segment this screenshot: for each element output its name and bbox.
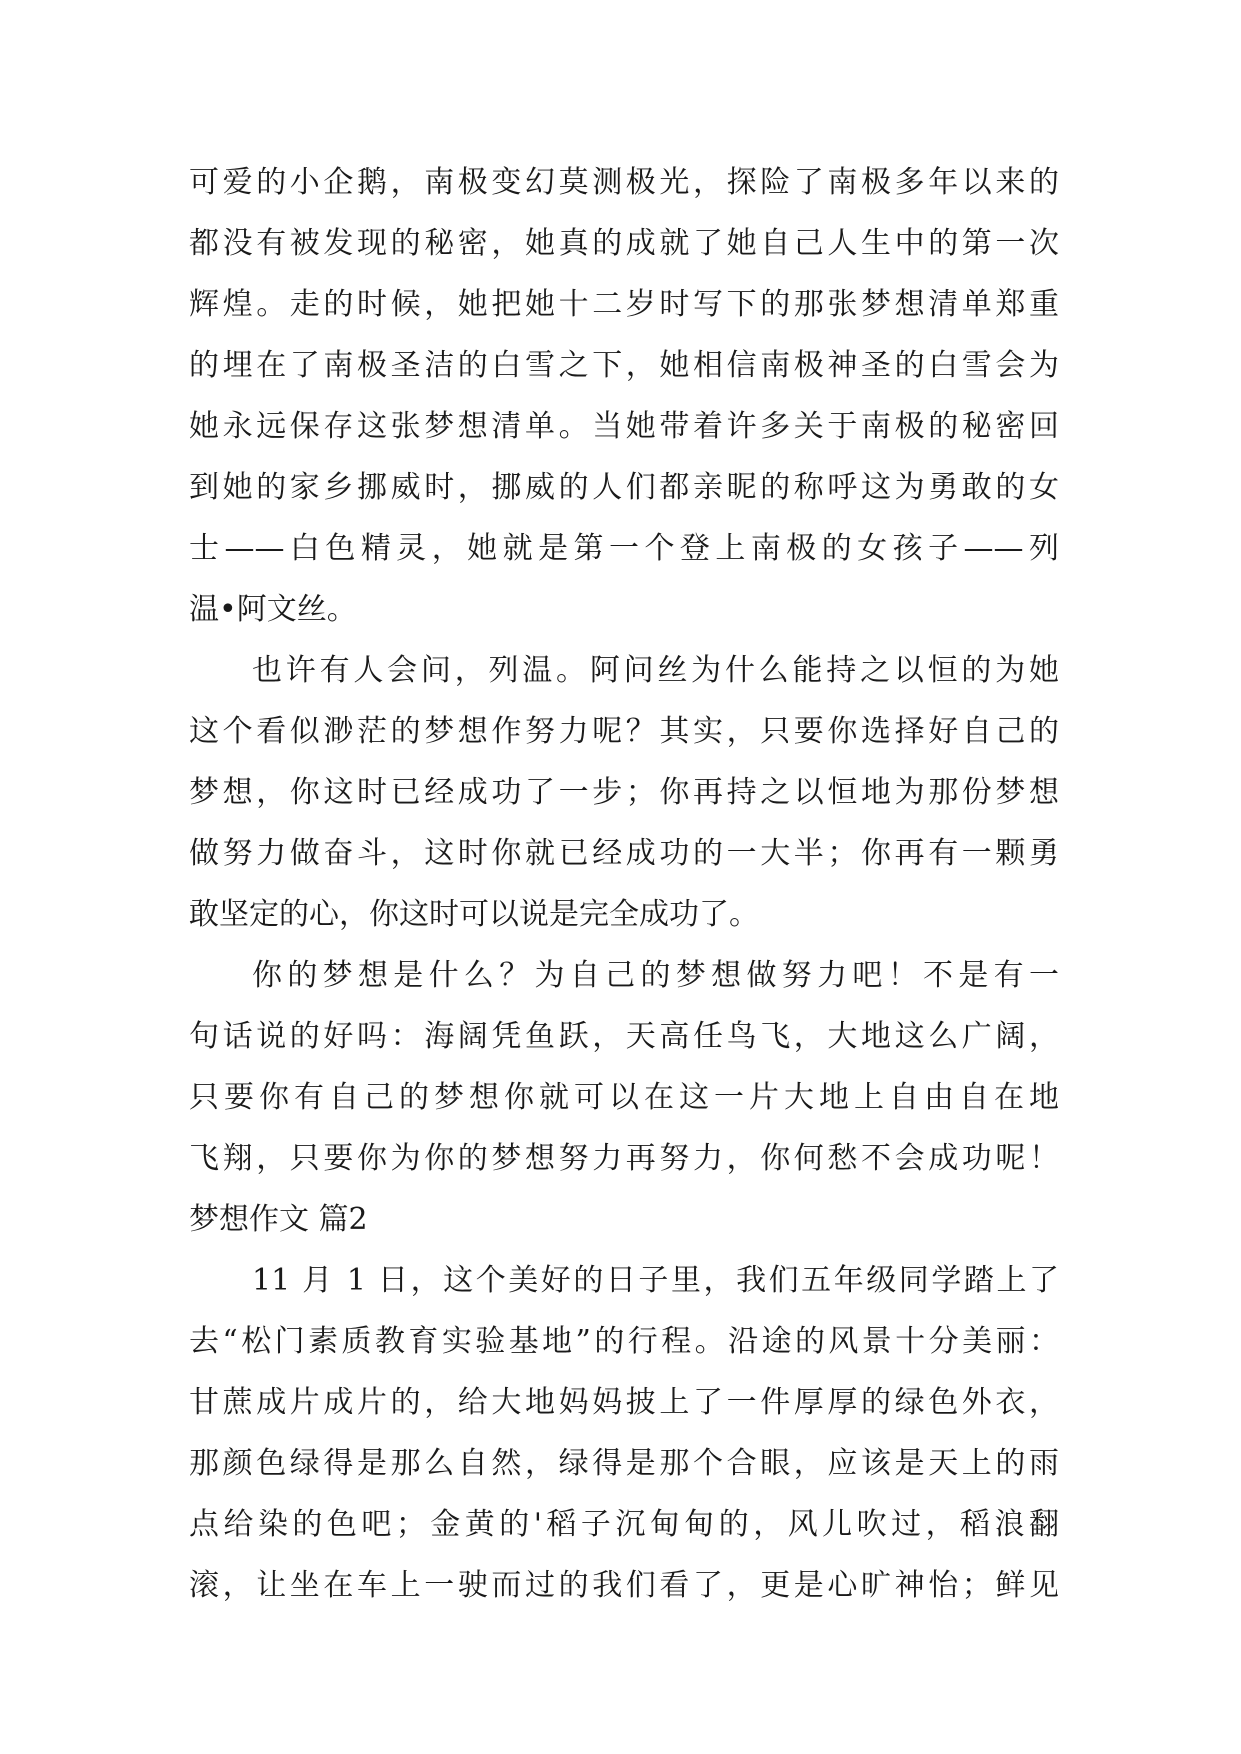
section-heading: 梦想作文 篇2 [189, 1202, 368, 1237]
text-line: 点给染的色吧；金黄的'稻子沉甸甸的，风儿吹过，稻浪翻 [189, 1507, 1059, 1542]
text-line: 飞翔，只要你为你的梦想努力再努力，你何愁不会成功呢！ [189, 1141, 1059, 1176]
text-line: 只要你有自己的梦想你就可以在这一片大地上自由自在地 [189, 1080, 1059, 1115]
text-line: 她永远保存这张梦想清单。当她带着许多关于南极的秘密回 [189, 409, 1059, 444]
text-line: 士——白色精灵，她就是第一个登上南极的女孩子——列 [189, 531, 1059, 566]
text-line: 句话说的好吗：海阔凭鱼跃，天高任鸟飞，大地这么广阔， [189, 1019, 1059, 1054]
text-line: 这个看似渺茫的梦想作努力呢？其实，只要你选择好自己的 [189, 714, 1059, 749]
text-line: 都没有被发现的秘密，她真的成就了她自己人生中的第一次 [189, 226, 1059, 261]
text-line: 那颜色绿得是那么自然，绿得是那个合眼，应该是天上的雨 [189, 1446, 1059, 1481]
text-line: 梦想，你这时已经成功了一步；你再持之以恒地为那份梦想 [189, 775, 1059, 810]
body-text [189, 152, 1059, 1616]
text-line: 可爱的小企鹅，南极变幻莫测极光，探险了南极多年以来的 [189, 165, 1059, 200]
text-line: 滚，让坐在车上一驶而过的我们看了，更是心旷神怡；鲜见 [189, 1568, 1059, 1603]
text-line: 去“松门素质教育实验基地”的行程。沿途的风景十分美丽： [189, 1324, 1059, 1359]
text-line: 敢坚定的心，你这时可以说是完全成功了。 [189, 897, 759, 932]
text-line: 也许有人会问，列温。阿问丝为什么能持之以恒的为她 [252, 653, 1059, 688]
text-line: 的埋在了南极圣洁的白雪之下，她相信南极神圣的白雪会为 [189, 348, 1059, 383]
text-line: 11 月 1 日，这个美好的日子里，我们五年级同学踏上了 [252, 1263, 1059, 1298]
text-line: 你的梦想是什么？为自己的梦想做努力吧！不是有一 [252, 958, 1059, 993]
text-line: 做努力做奋斗，这时你就已经成功的一大半；你再有一颗勇 [189, 836, 1059, 871]
text-line: 到她的家乡挪威时，挪威的人们都亲昵的称呼这为勇敢的女 [189, 470, 1059, 505]
text-line: 甘蔗成片成片的，给大地妈妈披上了一件厚厚的绿色外衣， [189, 1385, 1059, 1420]
text-line: 辉煌。走的时候，她把她十二岁时写下的那张梦想清单郑重 [189, 287, 1059, 322]
text-line: 温•阿文丝。 [189, 592, 357, 627]
